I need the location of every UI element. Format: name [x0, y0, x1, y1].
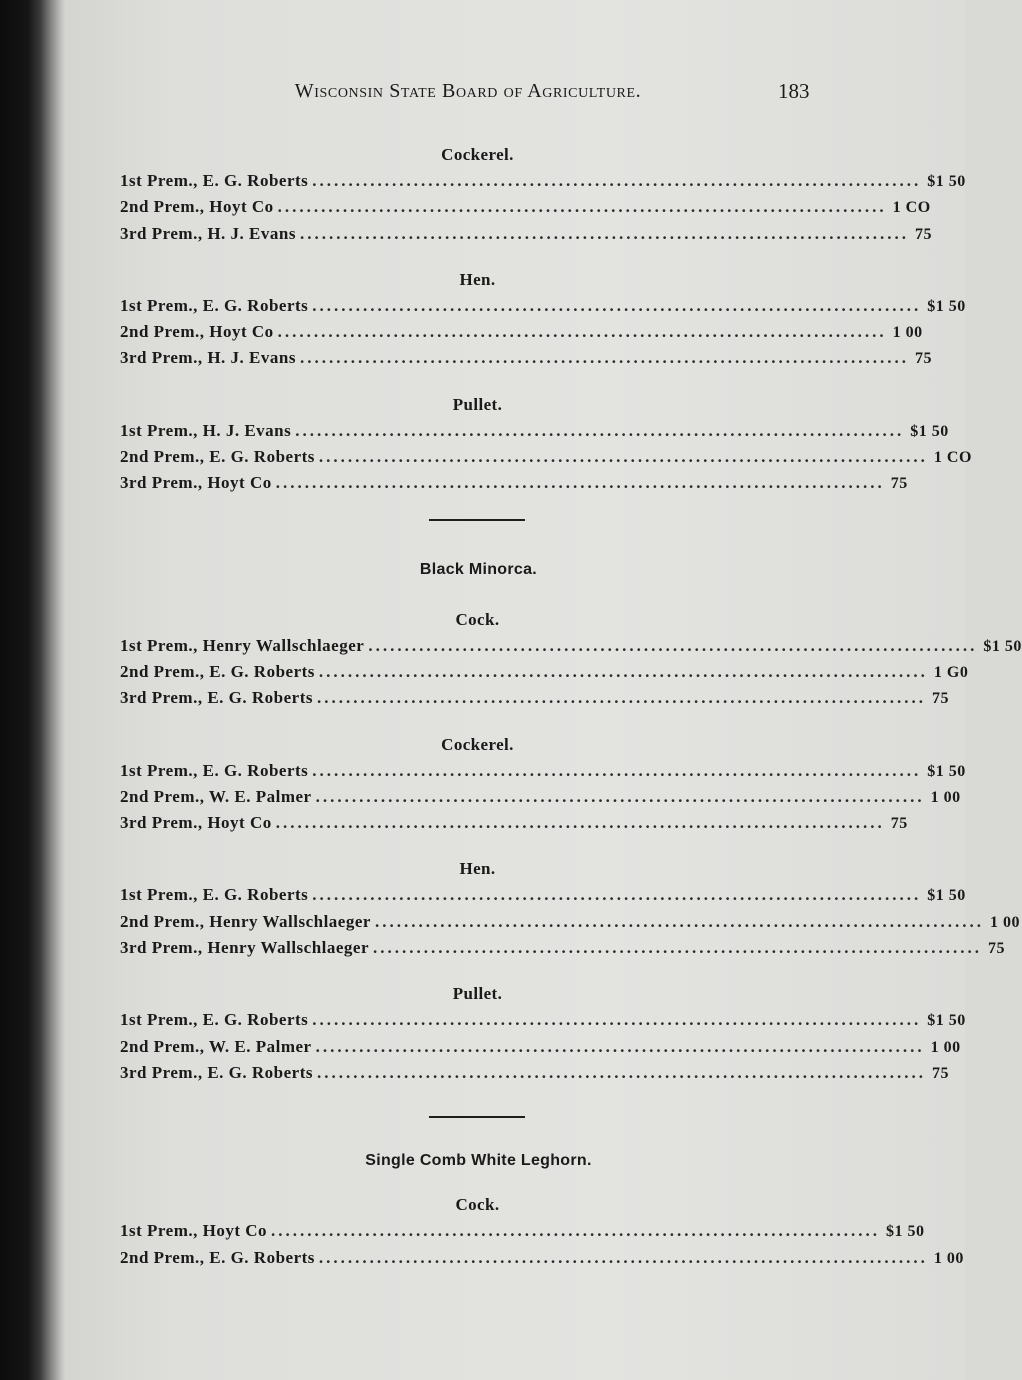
- premium-entry: [120, 784, 961, 810]
- section-divider: [429, 519, 525, 521]
- premium-entry: [120, 909, 1020, 935]
- leader-dots: ....................................................................................: [312, 885, 922, 905]
- group-hen: [120, 267, 966, 372]
- leader-dots: ....................................................................................: [277, 322, 887, 342]
- entry-amount: 1 00: [989, 913, 1020, 931]
- premium-entry: [120, 194, 931, 220]
- entry-amount: 75: [890, 475, 908, 493]
- premium-entry: [120, 293, 966, 319]
- entry-amount: $1 50: [886, 1223, 925, 1241]
- entry-label: 2nd Prem., E. G. Roberts: [120, 447, 315, 467]
- entry-amount: 1 G0: [933, 663, 969, 681]
- breed-title: Single Comb White Leghorn.: [365, 1152, 592, 1170]
- entry-label: 3rd Prem., Hoyt Co: [120, 473, 272, 493]
- entry-label: 2nd Prem., E. G. Roberts: [120, 661, 315, 681]
- premium-entry: [120, 758, 966, 784]
- entry-amount: 75: [932, 1064, 949, 1082]
- entry-amount: $1 50: [983, 637, 1022, 655]
- group-title: Pullet.: [452, 394, 503, 414]
- group-title: Hen.: [459, 269, 496, 289]
- entry-amount: $1 50: [927, 762, 966, 780]
- entry-label: 2nd Prem., Hoyt Co: [120, 197, 274, 217]
- entry-label: 2nd Prem., W. E. Palmer: [120, 786, 312, 806]
- entry-label: 3rd Prem., H. J. Evans: [120, 223, 296, 243]
- premium-entry: [120, 882, 966, 908]
- entry-label: 3rd Prem., E. G. Roberts: [120, 1062, 313, 1082]
- premium-entry: [120, 1218, 925, 1244]
- group-hen: [120, 856, 1020, 961]
- group-title: Cock.: [455, 609, 500, 629]
- entry-label: 3rd Prem., Henry Wallschlaeger: [120, 938, 370, 958]
- group-title: Cockerel.: [441, 145, 514, 164]
- entry-label: 2nd Prem., Hoyt Co: [120, 322, 274, 342]
- entry-label: 2nd Prem., W. E. Palmer: [120, 1036, 312, 1056]
- group-cockerel: [120, 732, 966, 837]
- leader-dots: ....................................................................................: [271, 1221, 881, 1241]
- entry-amount: 75: [890, 815, 908, 833]
- leader-dots: ....................................................................................: [317, 1062, 926, 1082]
- entry-amount: 75: [932, 690, 949, 708]
- entry-label: 1st Prem., E. G. Roberts: [120, 760, 309, 780]
- premium-entry: [120, 221, 932, 247]
- premium-entry: [120, 470, 908, 496]
- entry-label: 2nd Prem., E. G. Roberts: [120, 1247, 315, 1267]
- group-cock: [120, 1192, 964, 1271]
- leader-dots: ....................................................................................: [312, 171, 922, 190]
- group-pullet: [120, 981, 966, 1086]
- leader-dots: ....................................................................................: [295, 420, 905, 440]
- leader-dots: ....................................................................................: [277, 197, 887, 217]
- premium-entry: [120, 345, 932, 371]
- entry-amount: $1 50: [927, 297, 966, 315]
- entry-label: 1st Prem., E. G. Roberts: [120, 1010, 309, 1030]
- premium-entry: [120, 1060, 949, 1086]
- group-cockerel: [120, 142, 966, 247]
- entry-label: 1st Prem., E. G. Roberts: [120, 295, 309, 315]
- entry-label: 1st Prem., Hoyt Co: [120, 1221, 268, 1241]
- premium-entry: [120, 1007, 966, 1033]
- leader-dots: ....................................................................................: [315, 786, 925, 806]
- leader-dots: ....................................................................................: [318, 447, 928, 467]
- entry-amount: 75: [914, 225, 932, 243]
- entry-amount: 75: [914, 350, 932, 368]
- book-spine-shadow: [0, 0, 66, 1380]
- group-title: Cockerel.: [441, 734, 514, 754]
- premium-entry: [120, 444, 972, 470]
- leader-dots: ....................................................................................: [374, 911, 984, 931]
- entry-amount: $1 50: [910, 422, 949, 440]
- premium-entry: [120, 1245, 964, 1271]
- entry-label: 3rd Prem., H. J. Evans: [120, 348, 296, 368]
- entry-amount: 1 00: [933, 1249, 964, 1267]
- entry-label: 2nd Prem., Henry Wallschlaeger: [120, 911, 371, 931]
- leader-dots: ....................................................................................: [318, 1247, 928, 1267]
- premium-entry: [120, 319, 923, 345]
- leader-dots: ....................................................................................: [373, 938, 983, 958]
- leader-dots: ....................................................................................: [318, 661, 928, 681]
- breed-title: Black Minorca.: [419, 560, 538, 578]
- group-title: Hen.: [459, 859, 496, 879]
- leader-dots: ....................................................................................: [312, 295, 922, 315]
- group-title: Pullet.: [452, 984, 503, 1004]
- premium-entry: [120, 1034, 961, 1060]
- section-divider: [429, 1116, 525, 1118]
- entry-amount: 75: [988, 940, 1006, 958]
- leader-dots: ....................................................................................: [312, 760, 922, 780]
- entry-label: 3rd Prem., Hoyt Co: [120, 813, 272, 833]
- group-title: Cock.: [455, 1195, 500, 1215]
- premium-entry: [120, 168, 966, 194]
- entry-label: 1st Prem., H. J. Evans: [120, 420, 292, 440]
- entry-amount: 1 CO: [933, 449, 972, 467]
- premium-entry: [120, 633, 1022, 659]
- entry-amount: $1 50: [927, 173, 966, 190]
- premium-list: [120, 142, 1022, 1291]
- entry-label: 3rd Prem., E. G. Roberts: [120, 688, 313, 708]
- group-pullet: [120, 392, 972, 497]
- entry-amount: $1 50: [927, 887, 966, 905]
- leader-dots: ....................................................................................: [275, 473, 885, 493]
- leader-dots: ....................................................................................: [315, 1036, 925, 1056]
- premium-entry: [120, 685, 949, 711]
- entry-label: 1st Prem., E. G. Roberts: [120, 171, 309, 190]
- entry-amount: 1 CO: [892, 199, 931, 217]
- premium-entry: [120, 810, 908, 836]
- leader-dots: ....................................................................................: [275, 813, 885, 833]
- entry-amount: 1 00: [930, 788, 961, 806]
- leader-dots: ....................................................................................: [368, 635, 978, 655]
- entry-amount: $1 50: [927, 1012, 966, 1030]
- premium-entry: [120, 935, 1006, 961]
- entry-label: 1st Prem., E. G. Roberts: [120, 885, 309, 905]
- premium-entry: [120, 418, 949, 444]
- running-head: Wisconsin State Board of Agriculture.: [294, 80, 642, 102]
- leader-dots: ....................................................................................: [317, 688, 926, 708]
- entry-amount: 1 00: [930, 1038, 961, 1056]
- leader-dots: ....................................................................................: [312, 1010, 922, 1030]
- premium-entry: [120, 659, 969, 685]
- leader-dots: ....................................................................................: [299, 348, 909, 368]
- entry-label: 1st Prem., Henry Wallschlaeger: [120, 635, 365, 655]
- page-number: 183: [778, 79, 810, 103]
- entry-amount: 1 00: [892, 324, 923, 342]
- group-cock: [120, 607, 1022, 712]
- leader-dots: ....................................................................................: [299, 223, 909, 243]
